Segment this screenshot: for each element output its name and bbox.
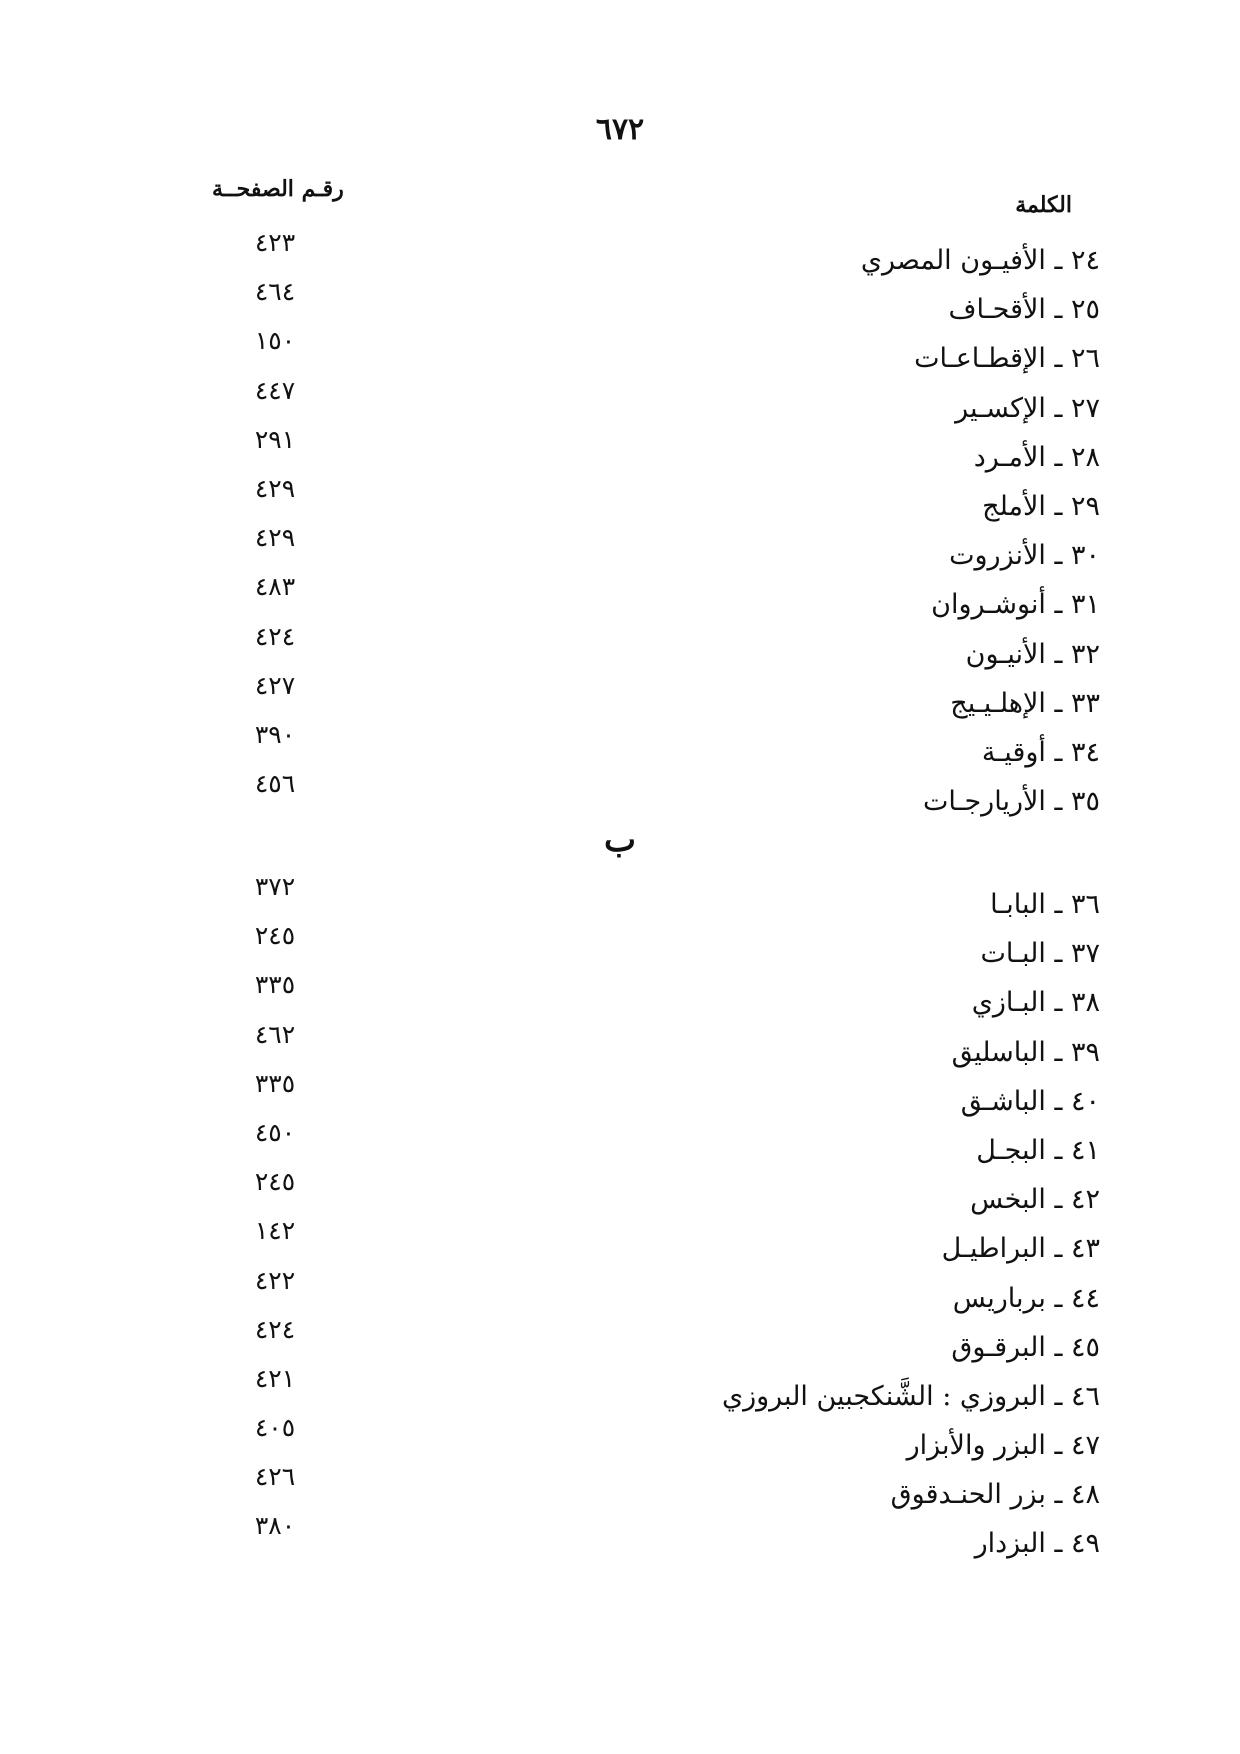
word-column-heading: الكلمة <box>1015 192 1072 218</box>
entry-page-number: ٤٥٠ <box>254 1117 296 1147</box>
entry-page-number: ٣٣٥ <box>254 1068 296 1098</box>
index-entry: ٣١ ـ أنوشـروان <box>931 589 1100 621</box>
entry-page-number: ٣٩٠ <box>254 719 296 749</box>
entry-page-number: ٤٢٢ <box>254 1265 296 1295</box>
index-entry: ٤٠ ـ الباشـق <box>960 1085 1100 1117</box>
entry-page-number: ٤٢٤ <box>254 621 296 651</box>
index-entry: ٣٤ ـ أوقيـة <box>981 736 1100 768</box>
entry-page-number: ٤٨٣ <box>254 572 296 602</box>
index-entry: ٣٩ ـ الباسليق <box>951 1036 1100 1068</box>
entry-page-number: ٣٧٢ <box>254 872 296 901</box>
index-entry: ٣٥ ـ الأريارجـات <box>922 786 1100 818</box>
index-entry: ٣٨ ـ البـازي <box>971 987 1100 1019</box>
entry-page-number: ٣٣٥ <box>254 970 296 1000</box>
page-number: ٦٧٢ <box>595 112 645 147</box>
index-entry: ٤٧ ـ البزر والأبزار <box>906 1430 1100 1462</box>
index-entry: ٣٣ ـ الإهلـيـيج <box>950 687 1100 719</box>
index-entry: ٤١ ـ البجـل <box>976 1134 1100 1166</box>
entry-page-number: ٤٢١ <box>254 1363 296 1393</box>
index-entry: ٣٢ ـ الأنيـون <box>965 638 1100 670</box>
index-entry: ٤٩ ـ البزدار <box>974 1528 1100 1560</box>
index-entry: ٢٦ ـ الإقطـاعـات <box>914 343 1100 375</box>
entry-page-number: ٢٤٥ <box>254 921 296 951</box>
index-entry: ٤٣ ـ البراطيـل <box>941 1233 1100 1265</box>
index-entry: ٤٢ ـ البخس <box>970 1184 1100 1216</box>
word-list <box>540 236 1100 826</box>
index-entry: ٤٦ ـ البروزي : الشَّنكجبين البروزي <box>721 1380 1100 1412</box>
entry-page-number: ٤٢٣ <box>254 228 296 257</box>
index-entry: ٤٤ ـ برباريس <box>952 1282 1100 1314</box>
entry-page-number: ٤٢٧ <box>254 670 296 700</box>
entry-page-number: ٤٦٢ <box>254 1019 296 1049</box>
index-entry: ٢٧ ـ الإكسـير <box>955 392 1100 424</box>
page-number-list <box>200 862 350 1551</box>
entry-page-number: ١٤٢ <box>254 1216 296 1246</box>
index-entry: ٢٩ ـ الأملج <box>982 490 1100 522</box>
entry-page-number: ٤٢٦ <box>254 1462 296 1492</box>
entry-page-number: ٤٦٤ <box>254 277 296 307</box>
index-entry: ٢٥ ـ الأقحـاف <box>948 294 1100 326</box>
entry-page-number: ٤٢٩ <box>254 523 296 553</box>
word-list <box>540 880 1100 1569</box>
entry-page-number: ٤٢٤ <box>254 1314 296 1344</box>
entry-page-number: ٢٤٥ <box>254 1167 296 1197</box>
index-entry: ٢٤ ـ الأفيـون المصري <box>860 245 1100 276</box>
index-entry: ٢٨ ـ الأمـرد <box>973 441 1100 473</box>
page-number-list <box>200 218 350 808</box>
entry-page-number: ٤٠٥ <box>254 1413 296 1443</box>
index-entry: ٣٠ ـ الأنزروت <box>949 540 1100 572</box>
entry-page-number: ٤٥٦ <box>254 769 296 799</box>
index-entry: ٤٨ ـ بزر الحنـدقوق <box>890 1479 1100 1511</box>
entry-page-number: ٣٨٠ <box>254 1511 296 1541</box>
index-entry: ٣٦ ـ البابـا <box>990 889 1100 920</box>
entry-page-number: ٤٢٩ <box>254 473 296 503</box>
page-number-column-heading: رقـم الصفحــة <box>212 176 344 202</box>
entry-page-number: ٢٩١ <box>254 424 296 454</box>
entry-page-number: ٤٤٧ <box>254 375 296 405</box>
letter-section-heading: ب <box>603 820 636 860</box>
index-entry: ٤٥ ـ البرقـوق <box>951 1331 1100 1363</box>
entry-page-number: ١٥٠ <box>254 326 296 356</box>
index-entry: ٣٧ ـ البـات <box>980 938 1100 970</box>
